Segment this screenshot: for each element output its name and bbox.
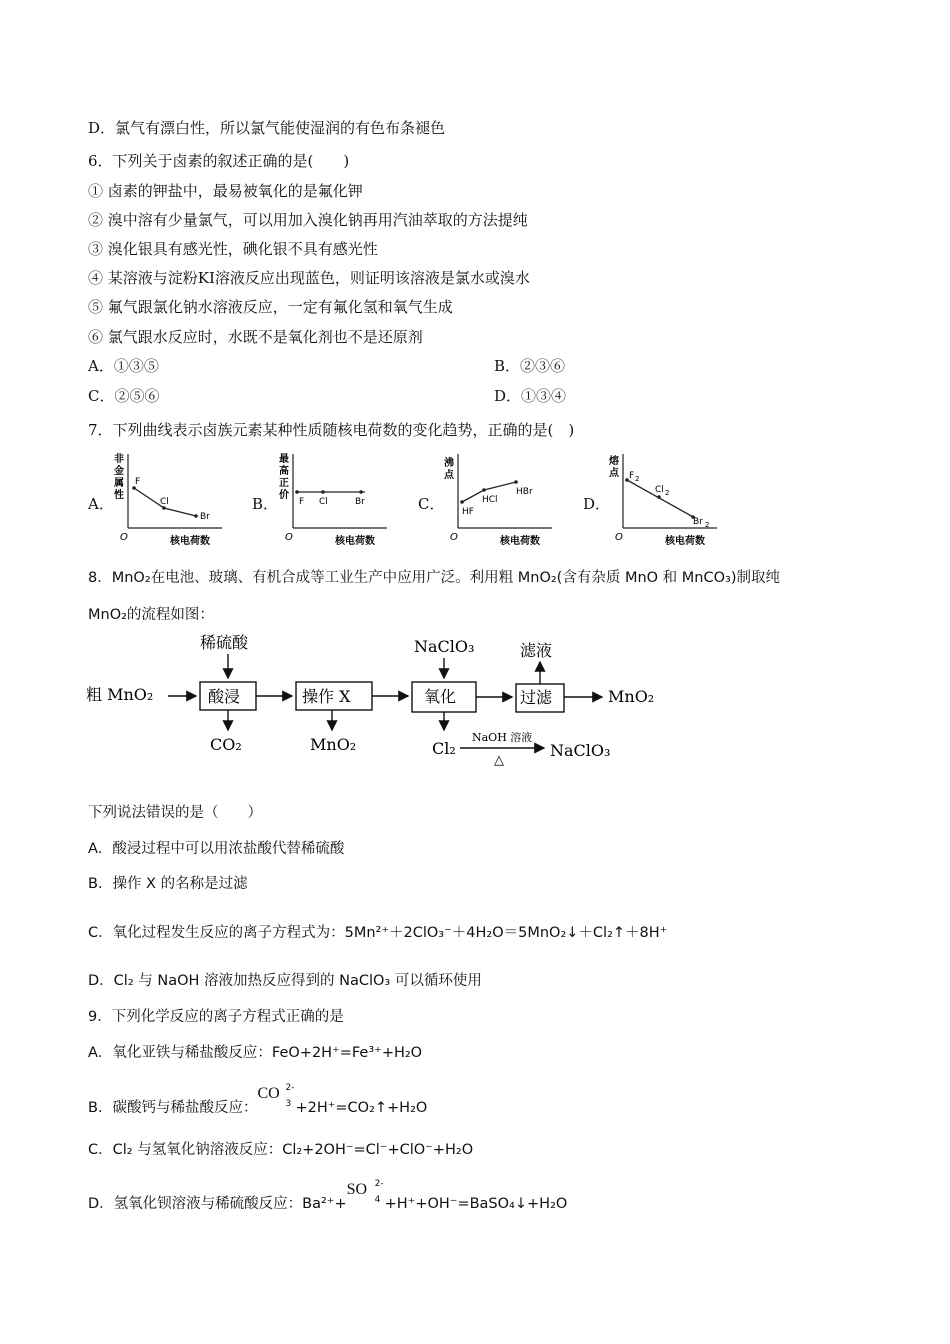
q6-option-a: A．①③⑤ [88, 357, 159, 375]
q8-stem-2: MnO₂的流程如图： [88, 607, 214, 623]
chart-b-point-br [359, 490, 363, 494]
chart-a-label-f: F [135, 477, 141, 487]
chart-a-ylabel-4: 性 [114, 490, 124, 501]
q6-option-c: C．②⑤⑥ [88, 387, 160, 405]
chart-d-label-br2: Br [693, 517, 703, 527]
chart-c-ylabel-2: 点 [444, 470, 454, 481]
chart-a [110, 450, 230, 554]
q7-label-a: A． [88, 495, 114, 513]
q8-option-c-equation: 5Mn²⁺＋2ClO₃⁻＋4H₂O＝5MnO₂↓＋Cl₂↑＋8H⁺ [344, 925, 668, 941]
q9-option-b-equation: +2H⁺=CO₂↑+H₂O [295, 1100, 428, 1116]
chart-c-label-hf: HF [462, 507, 474, 517]
chart-b-point-f [295, 490, 299, 494]
chart-c-point-hf [460, 500, 464, 504]
chart-c [440, 450, 560, 554]
q8-option-d: D．Cl₂ 与 NaOH 溶液加热反应得到的 NaClO₃ 可以循环使用 [88, 973, 482, 989]
q5-option-d: D．氯气有漂白性，所以氯气能使湿润的有色布条褪色 [88, 119, 446, 137]
chart-b-ylabel-2: 高 [279, 466, 289, 477]
chart-a-ylabel-1: 非 [114, 454, 124, 465]
q8-option-c-prefix: C．氧化过程发生反应的离子方程式为： [88, 925, 345, 941]
chart-a-ylabel-2: 金 [114, 466, 124, 477]
chart-b-ylabel-3: 正 [279, 478, 289, 489]
chart-b-origin: O [285, 532, 293, 543]
chart-c-point-hbr [514, 480, 518, 484]
q6-item-1: ① 卤素的钾盐中，最易被氧化的是氟化钾 [88, 182, 363, 200]
q8-question: 下列说法错误的是（ ） [88, 805, 262, 821]
chart-a-ylabel-3: 属 [114, 478, 124, 489]
q9-option-a: A．氧化亚铁与稀盐酸反应：FeO+2H⁺=Fe³⁺+H₂O [88, 1045, 423, 1061]
chart-d-label-f2: F [629, 471, 635, 481]
chart-c-xlabel: 核电荷数 [500, 536, 540, 547]
chart-a-xlabel: 核电荷数 [170, 536, 210, 547]
q6-item-4: ④ 某溶液与淀粉KI溶液反应出现蓝色，则证明该溶液是氯水或溴水 [88, 269, 530, 287]
chart-d-sub-br2: 2 [705, 521, 710, 529]
flow-recycle: NaClO₃ [550, 741, 611, 760]
chart-c-ylabel-1: 沸 [444, 458, 454, 469]
flow-step-2: 操作 X [302, 687, 351, 706]
chart-d-sub-f2: 2 [635, 475, 640, 483]
q9-option-d-equation: +H⁺+OH⁻=BaSO₄↓+H₂O [384, 1196, 568, 1212]
q9-option-d-ion: SO 2- 4 [346, 1179, 384, 1205]
q6-option-d: D．①③④ [494, 387, 567, 405]
q7-label-c: C． [418, 495, 445, 513]
chart-a-label-br: Br [200, 512, 210, 522]
chart-b-label-br: Br [355, 497, 365, 507]
chart-d-ylabel-1: 熔 [609, 456, 619, 467]
q6-item-3: ③ 溴化银具有感光性，碘化银不具有感光性 [88, 240, 378, 258]
chart-c-point-hcl [482, 488, 486, 492]
flow-filtrate: 滤液 [520, 641, 553, 660]
chart-c-label-hbr: HBr [516, 487, 533, 497]
chart-d-xlabel: 核电荷数 [665, 536, 705, 547]
flow-out-mno2: MnO₂ [310, 735, 357, 754]
chart-b [275, 450, 395, 554]
q6-stem: 6．下列关于卤素的叙述正确的是( ) [88, 152, 350, 170]
flow-cond-bottom: △ [494, 753, 504, 768]
chart-d-origin: O [615, 532, 623, 543]
chart-a-label-cl: Cl [160, 497, 169, 507]
chart-a-origin: O [120, 532, 128, 543]
q9-option-b-prefix: B．碳酸钙与稀盐酸反应： [88, 1100, 258, 1116]
chart-d-label-cl2: Cl [655, 485, 664, 495]
q9-option-c: C．Cl₂ 与氢氧化钠溶液反应：Cl₂+2OH⁻=Cl⁻+ClO⁻+H₂O [88, 1142, 474, 1158]
chart-d-point-cl2 [657, 495, 661, 499]
flow-step-3: 氧化 [424, 687, 457, 706]
q6-option-b: B．②③⑥ [494, 357, 566, 375]
chart-d [605, 450, 725, 554]
chart-c-label-hcl: HCl [482, 495, 498, 505]
q7-label-b: B． [252, 495, 279, 513]
q6-item-2: ② 溴中溶有少量氯气，可以用加入溴化钠再用汽油萃取的方法提纯 [88, 211, 528, 229]
q6-item-6: ⑥ 氯气跟水反应时，水既不是氧化剂也不是还原剂 [88, 328, 423, 346]
q7-stem: 7．下列曲线表示卤族元素某种性质随核电荷数的变化趋势，正确的是( ) [88, 421, 575, 439]
q8-stem-1: 8．MnO₂在电池、玻璃、有机合成等工业生产中应用广泛。利用粗 MnO₂(含有杂质 MnO 和 MnCO₃)制取纯 [88, 570, 780, 586]
flow-product: MnO₂ [608, 687, 655, 706]
chart-b-ylabel-4: 价 [279, 490, 289, 501]
chart-b-point-cl [321, 490, 325, 494]
flow-cl2: Cl₂ [432, 739, 456, 758]
flow-cond-top: NaOH 溶液 [472, 731, 533, 744]
q8-option-c [88, 923, 667, 943]
chart-c-origin: O [450, 532, 458, 543]
flowchart [80, 630, 680, 774]
q6-item-5: ⑤ 氟气跟氯化钠水溶液反应，一定有氟化氢和氧气生成 [88, 298, 453, 316]
q9-stem: 9．下列化学反应的离子方程式正确的是 [88, 1009, 344, 1025]
chart-b-ylabel-1: 最 [279, 454, 289, 465]
chart-b-label-f: F [299, 497, 305, 507]
chart-d-ylabel-2: 点 [609, 468, 619, 479]
chart-b-label-cl: Cl [319, 497, 328, 507]
flow-step-1: 酸浸 [208, 687, 241, 706]
flow-step-4: 过滤 [520, 688, 553, 707]
chart-d-sub-cl2: 2 [665, 489, 670, 497]
flow-reagent: NaClO₃ [414, 637, 475, 656]
q9-option-d-prefix: D．氢氧化钡溶液与稀硫酸反应：Ba²⁺+ [88, 1196, 347, 1212]
flow-out-co2: CO₂ [210, 735, 242, 754]
chart-b-xlabel: 核电荷数 [335, 536, 375, 547]
chart-a-point-br [194, 514, 198, 518]
q8-option-a: A．酸浸过程中可以用浓盐酸代替稀硫酸 [88, 841, 345, 857]
q9-option-d [88, 1179, 568, 1214]
q9-option-b-ion: CO 2- 3 [257, 1083, 295, 1109]
q8-option-b: B．操作 X 的名称是过滤 [88, 876, 248, 892]
flow-input: 粗 MnO₂ [86, 685, 154, 704]
q7-label-d: D． [583, 495, 611, 513]
flow-acid: 稀硫酸 [200, 633, 249, 652]
q9-option-b [88, 1083, 428, 1118]
